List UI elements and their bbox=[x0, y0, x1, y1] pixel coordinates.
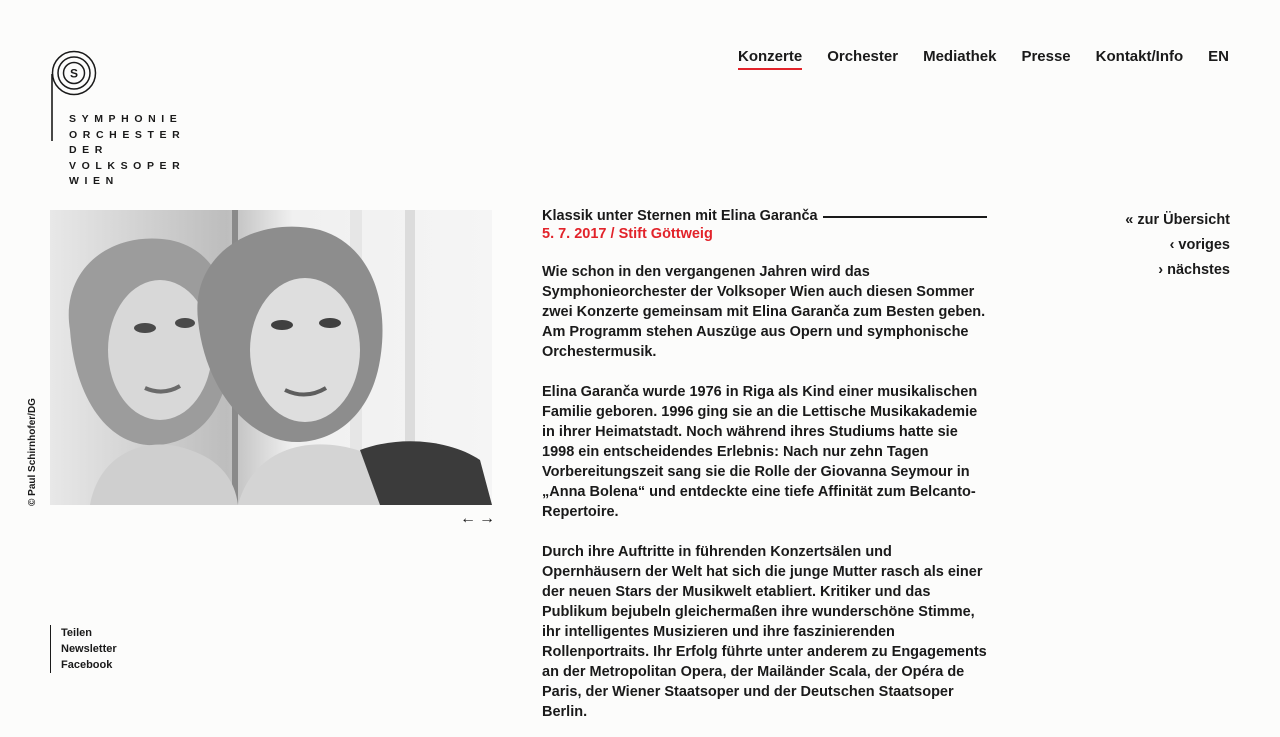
svg-text:S: S bbox=[69, 66, 79, 81]
share-link[interactable]: Teilen bbox=[61, 627, 92, 639]
nav-item-konzerte[interactable]: Konzerte bbox=[738, 48, 802, 70]
orchestra-logo[interactable] bbox=[50, 49, 210, 189]
newsletter-link[interactable]: Newsletter bbox=[61, 643, 117, 655]
article-headline bbox=[542, 208, 987, 224]
logo-line: ORCHESTER bbox=[69, 128, 186, 141]
logo-wordmark bbox=[69, 112, 185, 190]
share-links bbox=[50, 625, 117, 673]
concert-article bbox=[542, 208, 987, 737]
article-title: Klassik unter Sternen mit Elina Garanča bbox=[542, 208, 818, 224]
main-navigation bbox=[738, 48, 1229, 70]
gallery-controls bbox=[460, 510, 495, 528]
back-to-overview-link[interactable]: « zur Übersicht bbox=[1125, 212, 1230, 228]
portrait-illustration bbox=[50, 210, 492, 505]
nav-item-presse[interactable]: Presse bbox=[1021, 48, 1071, 65]
nav-item-mediathek[interactable]: Mediathek bbox=[923, 48, 997, 65]
nav-item-orchester[interactable]: Orchester bbox=[827, 48, 899, 65]
article-navigation bbox=[1125, 208, 1230, 283]
facebook-link[interactable]: Facebook bbox=[61, 659, 113, 671]
logo-line: WIEN bbox=[69, 175, 119, 187]
gallery-next-arrow-icon[interactable]: → bbox=[479, 510, 495, 527]
previous-link[interactable]: ‹ voriges bbox=[1169, 237, 1230, 253]
logo-line: DER bbox=[69, 144, 108, 156]
language-switch-en[interactable]: EN bbox=[1208, 48, 1229, 65]
logo-line: VOLKSOPER bbox=[69, 159, 186, 172]
gallery-prev-arrow-icon[interactable]: ← bbox=[460, 510, 476, 527]
photo-credit: © Paul Schirnhofer/DG bbox=[27, 398, 38, 506]
next-link[interactable]: › nächstes bbox=[1158, 262, 1230, 278]
nav-item-kontakt-info[interactable]: Kontakt/Info bbox=[1095, 48, 1184, 65]
article-paragraph: Durch ihre Auftritte in führenden Konzertsälen und Opernhäusern der Welt hat sich die junge Mutter rasch als einer der neuen Stars der Musikwelt etabliert. Kritiker und das Publikum bejubeln gleichermaßen ihre wunderschöne Stimme, ihr intelligentes Musizieren und ihre faszinierenden Rollenportraits. Ihr Erfolg führte unter anderem zu Engagements an der Metropolitan Opera, der Mailänder Scala, der Opéra de Paris, der Wiener Staatsoper und der Deutschen Staatsoper Berlin. bbox=[542, 544, 987, 720]
article-paragraph: Wie schon in den vergangenen Jahren wird das Symphonieorchester der Volksoper Wien auch diesen Sommer zwei Konzerte gemeinsam mit Elina Garanča zum Besten geben. Am Programm stehen Auszüge aus Opern und symphonische Orchestermusik. bbox=[542, 264, 986, 360]
concert-date-location: 5. 7. 2017 / Stift Göttweig bbox=[542, 226, 713, 242]
artist-photo bbox=[50, 210, 492, 505]
logo-line: SYMPHONIE bbox=[69, 113, 183, 125]
title-rule bbox=[823, 216, 987, 218]
article-paragraph: Elina Garanča wurde 1976 in Riga als Kind einer musikalischen Familie geboren. 1996 ging sie an die Lettische Musikakademie in ihrer Heimatstadt. Noch während ihres Studiums hatte sie 1998 ein entscheidendes Erlebnis: Nach nur zehn Tagen Vorbereitungszeit sang sie die Rolle der Giovanna Seymour in „Anna Bolena“ und entdeckte eine tiefe Affinität zum Belcanto-Repertoire. bbox=[542, 384, 978, 520]
